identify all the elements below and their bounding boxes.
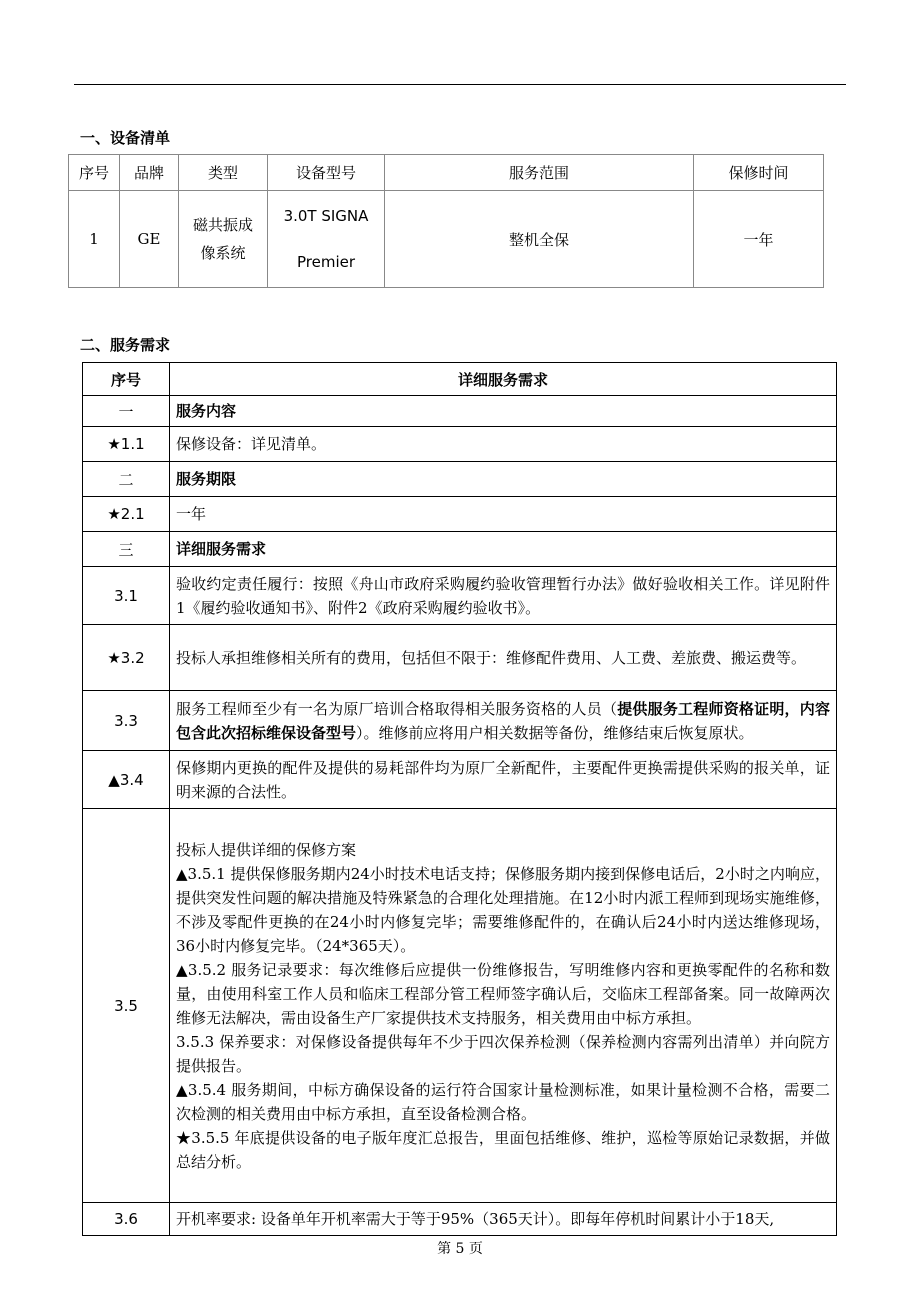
- page-footer: 第 5 页: [437, 1241, 483, 1257]
- row-no: 3.1: [83, 567, 170, 625]
- text-part: 服务工程师至少有一名为原厂培训合格取得相关服务资格的人员（: [176, 699, 618, 718]
- row-text: 验收约定责任履行：按照《舟山市政府采购履约验收管理暂行办法》做好验收相关工作。详见附件1《履约验收通知书》、附件2《政府采购履约验收书》。: [170, 567, 837, 625]
- row-no: 一: [83, 396, 170, 427]
- model-line2: Premier: [296, 253, 356, 271]
- type-line2: 像系统: [200, 244, 246, 262]
- col-header-no: 序号: [69, 155, 120, 191]
- row-text: 保修设备：详见清单。: [170, 427, 837, 462]
- row-no: ▲3.4: [83, 751, 170, 809]
- table-header-row: [69, 155, 824, 191]
- table-row: [83, 625, 837, 691]
- row-text: 保修期内更换的配件及提供的易耗部件均为原厂全新配件，主要配件更换需提供采购的报关单，证明来源的合法性。: [170, 751, 837, 809]
- col-header-model: 设备型号: [268, 155, 385, 191]
- col-header-detail: 详细服务需求: [170, 363, 837, 396]
- service-requirements-table: [82, 362, 837, 1236]
- col-header-scope: 服务范围: [385, 155, 694, 191]
- cell-warranty: 一年: [694, 191, 824, 288]
- paragraph: ▲3.5.4 服务期间，中标方确保设备的运行符合国家计量检测标准，如果计量检测不合格，需要二次检测的相关费用由中标方承担，直至设备检测合格。: [176, 1080, 830, 1123]
- paragraph: ★3.5.5 年底提供设备的电子版年度汇总报告，里面包括维修、维护，巡检等原始记录数据，并做总结分析。: [176, 1128, 830, 1171]
- paragraph: ▲3.5.2 服务记录要求：每次维修后应提供一份维修报告，写明维修内容和更换零配件的名称和数量，由使用科室工作人员和临床工程部分管工程师签字确认后，交临床工程部备案。同一故障两次维修无法解决，需由设备生产厂家提供技术支持服务，相关费用由中标方承担。: [176, 960, 830, 1027]
- cell-type: [179, 191, 268, 288]
- header-rule: [74, 84, 846, 85]
- model-line1: 3.0T SIGNA: [283, 207, 369, 225]
- paragraph: ▲3.5.1 提供保修服务期内24小时技术电话支持；保修服务期内接到保修电话后，2小时之内响应，提供突发性问题的解决措施及特殊紧急的合理化处理措施。在12小时内派工程师到现场实施维修，不涉及零配件更换的在24小时内修复完毕；需要维修配件的，在确认后24小时内送达维修现场，36小时内修复完毕。（24*365天）。: [176, 864, 830, 955]
- row-text: 投标人承担维修相关所有的费用，包括但不限于：维修配件费用、人工费、差旅费、搬运费等。: [170, 625, 837, 691]
- row-no: ★2.1: [83, 497, 170, 532]
- table-row: [83, 691, 837, 751]
- row-no: 3.3: [83, 691, 170, 751]
- row-no: 3.6: [83, 1203, 170, 1236]
- col-header-no: 序号: [83, 363, 170, 396]
- row-text: [170, 809, 837, 1203]
- cell-no: 1: [69, 191, 120, 288]
- table-row: [83, 809, 837, 1203]
- cell-model: [268, 191, 385, 288]
- row-text: 服务内容: [170, 396, 837, 427]
- equipment-table: [68, 154, 824, 288]
- table-row: [69, 191, 824, 288]
- col-header-warranty: 保修时间: [694, 155, 824, 191]
- table-row: [83, 751, 837, 809]
- table-row: [83, 1203, 837, 1236]
- table-row: [83, 462, 837, 497]
- table-row: [83, 396, 837, 427]
- table-row: [83, 532, 837, 567]
- row-text: 详细服务需求: [170, 532, 837, 567]
- col-header-brand: 品牌: [120, 155, 179, 191]
- row-no: 三: [83, 532, 170, 567]
- row-no: 二: [83, 462, 170, 497]
- type-line1: 磁共振成: [192, 216, 253, 234]
- row-text: 一年: [170, 497, 837, 532]
- row-text: [170, 691, 837, 751]
- cell-brand: GE: [120, 191, 179, 288]
- row-no: ★1.1: [83, 427, 170, 462]
- table-header-row: [83, 363, 837, 396]
- paragraph: 3.5.3 保养要求：对保修设备提供每年不少于四次保养检测（保养检测内容需列出清单）并向院方提供报告。: [176, 1032, 830, 1075]
- table-row: [83, 497, 837, 532]
- row-text: 服务期限: [170, 462, 837, 497]
- row-text: 开机率要求: 设备单年开机率需大于等于95%（365天计）。即每年停机时间累计小于18天,: [170, 1203, 837, 1236]
- table-row: [83, 567, 837, 625]
- section-title-service-requirements: 二、服务需求: [80, 336, 171, 354]
- paragraph: 投标人提供详细的保修方案: [176, 840, 357, 859]
- cell-scope: 整机全保: [385, 191, 694, 288]
- col-header-type: 类型: [179, 155, 268, 191]
- row-no: ★3.2: [83, 625, 170, 691]
- section-title-equipment-list: 一、设备清单: [80, 129, 171, 147]
- row-no: 3.5: [83, 809, 170, 1203]
- text-part: ）。维修前应将用户相关数据等备份，维修结束后恢复原状。: [356, 723, 754, 742]
- text-bold-part: 提供服务工程师资格证明，内容包含此次招标维保设备型号: [176, 699, 830, 742]
- table-row: [83, 427, 837, 462]
